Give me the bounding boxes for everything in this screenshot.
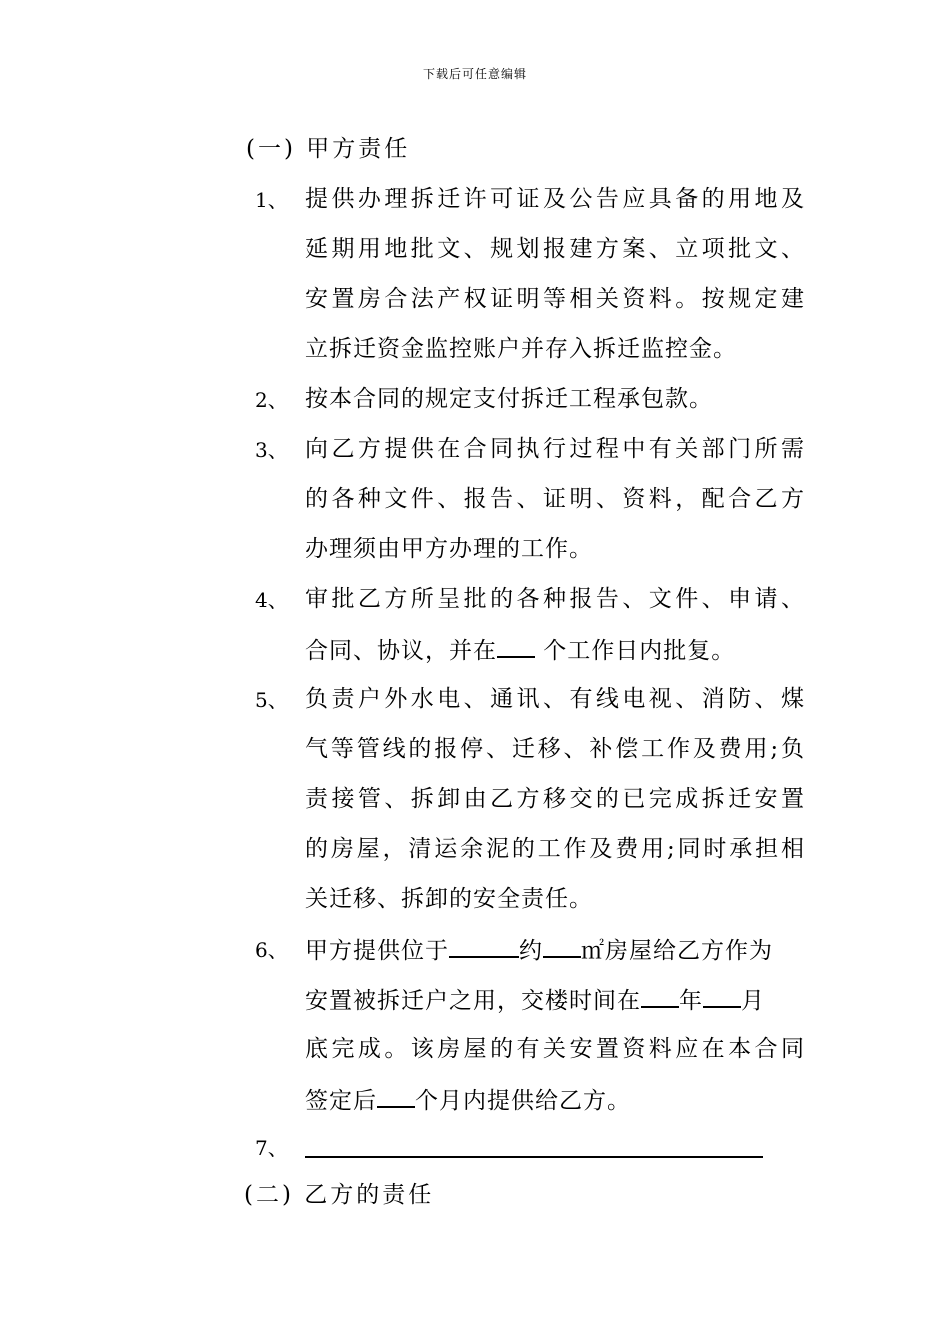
item-6-line-1	[305, 934, 805, 966]
page-header: 下载后可任意编辑	[422, 67, 527, 81]
item-4-text-a: 合同、协议，并在	[305, 638, 497, 664]
blank-year	[641, 984, 679, 1008]
item-6-text-h: 个月内提供给乙方。	[415, 1088, 631, 1114]
blank-working-days	[497, 634, 535, 658]
item-6-text-a: 甲方提供位于	[305, 938, 449, 964]
item-6-text-c: ㎡房屋给乙方作为	[581, 938, 773, 964]
blank-area	[543, 934, 581, 958]
blank-months	[377, 1084, 415, 1108]
item-4-line-1: 审批乙方所呈批的各种报告、文件、申请、	[305, 586, 805, 612]
item-3-line-1: 向乙方提供在合同执行过程中有关部门所需	[305, 436, 805, 462]
item-6-line-4	[305, 1084, 805, 1116]
item-5-line-1: 负责户外水电、通讯、有线电视、消防、煤	[305, 686, 805, 712]
item-3-line-2: 的各种文件、报告、证明、资料，配合乙方	[305, 486, 805, 512]
item-1-line-2: 延期用地批文、规划报建方案、立项批文、	[305, 236, 805, 262]
item-5-line-3: 责接管、拆卸由乙方移交的已完成拆迁安置	[305, 786, 805, 812]
item-number-2: 2、	[255, 388, 288, 412]
item-number-3: 3、	[255, 438, 288, 462]
item-5-line-2: 气等管线的报停、迁移、补偿工作及费用;负	[305, 736, 805, 762]
item-number-5: 5、	[255, 688, 288, 712]
item-1-line-3: 安置房合法产权证明等相关资料。按规定建	[305, 286, 805, 312]
item-6-text-f: 月	[741, 988, 765, 1014]
blank-month	[703, 984, 741, 1008]
item-6-line-3: 底完成。该房屋的有关安置资料应在本合同	[305, 1036, 805, 1062]
section-heading-party-a: (一) 甲方责任	[246, 136, 411, 162]
item-6-text-b: 约	[519, 938, 543, 964]
item-6-text-e: 年	[679, 988, 703, 1014]
item-number-1: 1、	[255, 188, 288, 212]
item-number-7: 7、	[255, 1136, 288, 1160]
item-4-line-2	[305, 634, 805, 666]
item-6-text-d: 安置被拆迁户之用，交楼时间在	[305, 988, 641, 1014]
item-7-blank-line	[305, 1156, 763, 1158]
item-number-6: 6、	[255, 938, 288, 962]
section-heading-party-b: (二) 乙方的责任	[244, 1182, 435, 1208]
item-3-line-3: 办理须由甲方办理的工作。	[305, 536, 593, 562]
item-4-text-b: 个工作日内批复。	[535, 638, 736, 664]
item-5-line-4: 的房屋，清运余泥的工作及费用;同时承担相	[305, 836, 805, 862]
item-6-line-2	[305, 984, 805, 1016]
item-2-line-1: 按本合同的规定支付拆迁工程承包款。	[305, 386, 713, 412]
item-1-line-4: 立拆迁资金监控账户并存入拆迁监控金。	[305, 336, 737, 362]
item-6-text-g: 签定后	[305, 1088, 377, 1114]
item-number-4: 4、	[255, 588, 288, 612]
item-1-line-1: 提供办理拆迁许可证及公告应具备的用地及	[305, 186, 805, 212]
blank-location	[449, 934, 519, 958]
item-5-line-5: 关迁移、拆卸的安全责任。	[305, 886, 593, 912]
